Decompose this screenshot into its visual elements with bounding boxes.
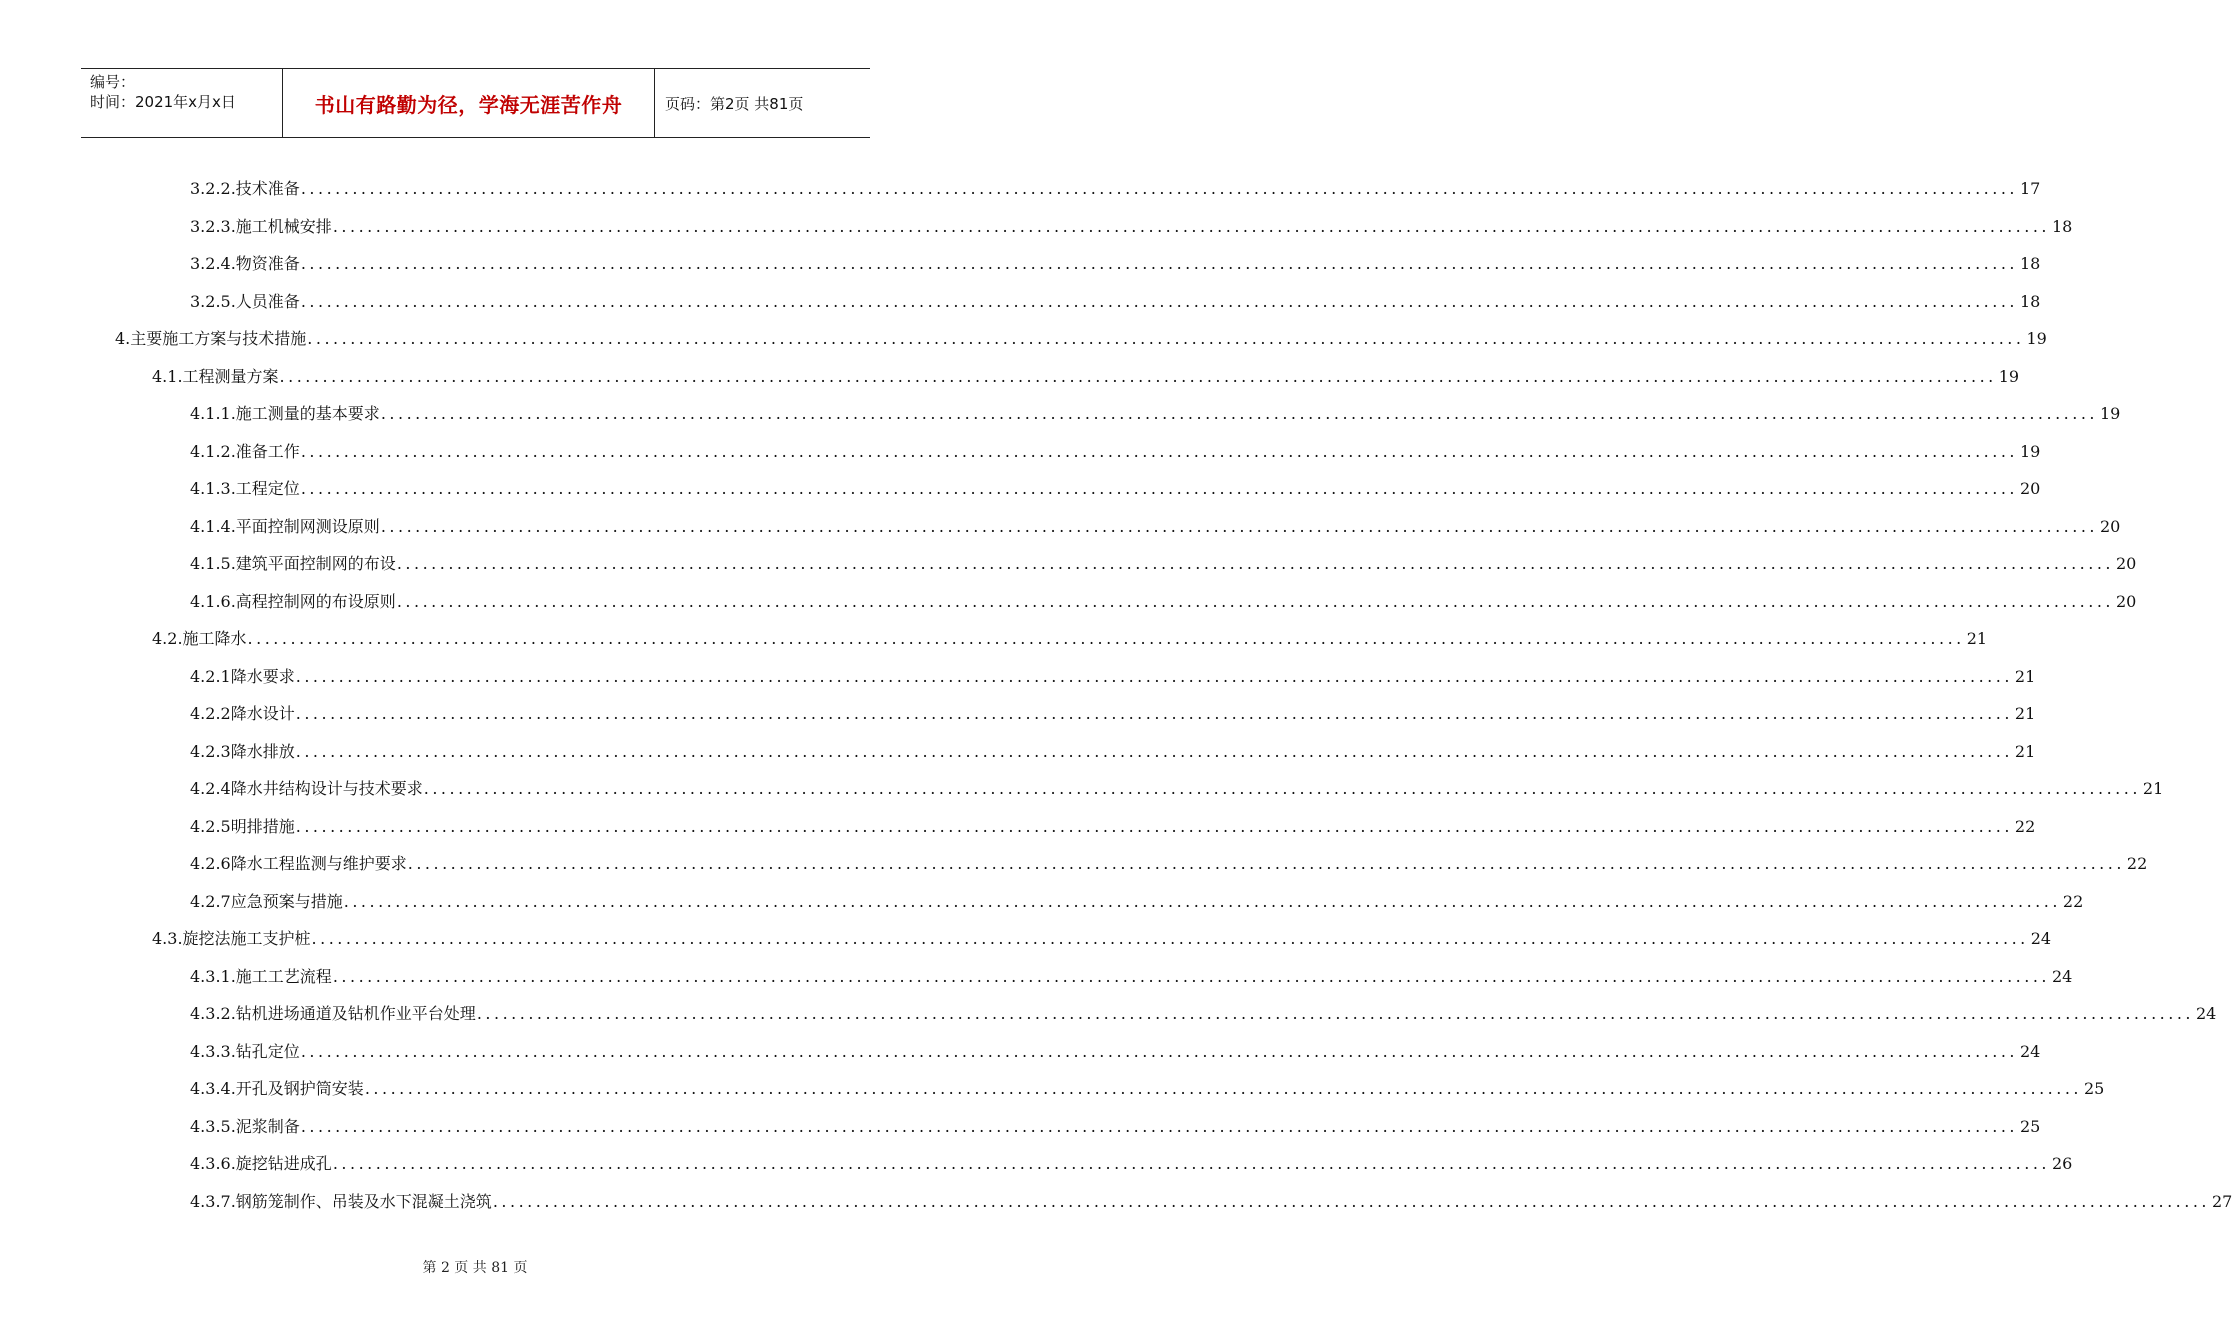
toc-entry[interactable] [190, 700, 2036, 724]
toc-dot-leader: ........................................................................................................................................................................................................ [311, 929, 2029, 948]
toc-entry-page: 19 [1998, 366, 2020, 386]
toc-entry-title: 降水排放 [230, 741, 295, 761]
toc-entry-number: 4.1.3. [190, 479, 236, 498]
toc-entry-page: 24 [2020, 1041, 2041, 1061]
toc-entry-title: 高程控制网的布设原则 [235, 591, 396, 611]
toc-entry[interactable] [190, 175, 2041, 199]
toc-entry-number: 4.2.5 [190, 816, 231, 836]
toc-dot-leader: ........................................................................................................................................................................................................ [300, 291, 2018, 311]
toc-entry-title: 施工机械安排 [235, 216, 332, 236]
toc-entry[interactable] [190, 1150, 2073, 1174]
toc-dot-leader: ........................................................................................................................................................................................................ [396, 554, 2114, 573]
toc-entry[interactable] [190, 400, 2121, 424]
toc-entry-number: 4.2.2 [190, 704, 231, 723]
doc-time-label: 时间：2021年x月x日 [90, 93, 236, 111]
toc-entry[interactable] [190, 550, 2137, 574]
toc-entry-page: 22 [2126, 854, 2148, 873]
toc-entry-page: 25 [2084, 1079, 2105, 1098]
toc-dot-leader: ........................................................................................................................................................................................................ [343, 891, 2061, 911]
toc-entry-title: 物资准备 [235, 254, 300, 273]
toc-entry[interactable] [190, 813, 2036, 837]
toc-entry-title: 建筑平面控制网的布设 [235, 554, 396, 573]
toc-entry-number: 4.1.5. [190, 554, 236, 573]
toc-entry-page: 18 [2020, 291, 2041, 311]
toc-entry[interactable] [190, 775, 2164, 799]
toc-entry[interactable] [190, 475, 2041, 499]
toc-entry-title: 主要施工方案与技术措施 [130, 329, 307, 348]
toc-entry-title: 旋挖法施工支护桩 [182, 929, 311, 948]
toc-entry-page: 20 [2116, 554, 2137, 573]
toc-entry-number: 4.3.7. [190, 1191, 236, 1211]
toc-entry-number: 3.2.3. [190, 216, 236, 236]
toc-entry[interactable] [190, 738, 2036, 762]
toc-entry-title: 人员准备 [235, 291, 300, 311]
toc-entry[interactable] [190, 850, 2148, 874]
toc-entry-number: 4.2.7 [190, 891, 231, 911]
toc-entry-title: 工程定位 [235, 479, 300, 498]
toc-dot-leader: ........................................................................................................................................................................................................ [300, 254, 2018, 273]
toc-entry-number: 4.1.4. [190, 516, 236, 536]
toc-entry-number: 4.2.6 [190, 854, 231, 873]
toc-entry-page: 19 [2026, 329, 2047, 348]
toc-dot-leader: ........................................................................................................................................................................................................ [380, 404, 2098, 423]
toc-dot-leader: ........................................................................................................................................................................................................ [307, 329, 2025, 348]
toc-entry-title: 钻孔定位 [235, 1041, 300, 1061]
toc-dot-leader: ........................................................................................................................................................................................................ [332, 216, 2050, 236]
toc-entry-number: 4.2.3 [190, 741, 231, 761]
toc-entry-page: 27 [2212, 1191, 2232, 1211]
toc-dot-leader: ........................................................................................................................................................................................................ [295, 704, 2013, 723]
toc-dot-leader: ........................................................................................................................................................................................................ [492, 1191, 2210, 1211]
toc-entry-number: 3.2.2. [190, 179, 236, 198]
toc-entry[interactable] [190, 250, 2041, 274]
toc-entry[interactable] [190, 1038, 2041, 1062]
toc-entry-number: 4.1.2. [190, 441, 236, 461]
toc-entry-number: 4.1.6. [190, 591, 236, 611]
toc-entry[interactable] [190, 1075, 2105, 1099]
toc-entry[interactable] [190, 213, 2073, 237]
toc-entry-page: 24 [2052, 966, 2073, 986]
toc-entry[interactable] [190, 888, 2084, 912]
toc-entry-title: 明排措施 [230, 816, 295, 836]
toc-dot-leader: ........................................................................................................................................................................................................ [300, 479, 2018, 498]
toc-entry-title: 泥浆制备 [235, 1116, 300, 1136]
header-motto: 书山有路勤为径，学海无涯苦作舟 [283, 69, 655, 137]
toc-entry-title: 钢筋笼制作、吊装及水下混凝土浇筑 [235, 1191, 492, 1211]
toc-entry-number: 4.1. [152, 366, 183, 386]
toc-entry-number: 4.3.4. [190, 1079, 236, 1098]
toc-entry-page: 18 [2052, 216, 2073, 236]
toc-dot-leader: ........................................................................................................................................................................................................ [423, 779, 2141, 798]
toc-dot-leader: ........................................................................................................................................................................................................ [364, 1079, 2082, 1098]
toc-entry-number: 4.3.5. [190, 1116, 236, 1136]
toc-entry[interactable] [190, 1188, 2232, 1212]
toc-entry-number: 4.1.1. [190, 404, 236, 423]
toc-entry[interactable] [190, 963, 2073, 987]
toc-entry-title: 降水工程监测与维护要求 [230, 854, 407, 873]
toc-dot-leader: ........................................................................................................................................................................................................ [295, 666, 2013, 686]
toc-entry-number: 4.2.1 [190, 666, 231, 686]
doc-number-label: 编号： [90, 73, 136, 91]
toc-entry-page: 25 [2020, 1116, 2041, 1136]
toc-entry-page: 18 [2020, 254, 2041, 273]
toc-dot-leader: ........................................................................................................................................................................................................ [380, 516, 2098, 536]
toc-entry-title: 准备工作 [235, 441, 300, 461]
toc-entry-page: 21 [2014, 666, 2036, 686]
toc-entry-title: 技术准备 [235, 179, 300, 198]
header-meta [81, 69, 283, 137]
toc-entry-title: 平面控制网测设原则 [235, 516, 380, 536]
toc-entry-number: 4. [115, 329, 131, 348]
toc-entry[interactable] [190, 588, 2137, 612]
toc-entry-title: 应急预案与措施 [230, 891, 343, 911]
toc-entry-number: 4.2. [152, 629, 183, 648]
toc-dot-leader: ........................................................................................................................................................................................................ [279, 366, 1997, 386]
toc-entry-page: 21 [2014, 704, 2036, 723]
toc-entry-page: 21 [2014, 741, 2036, 761]
toc-dot-leader: ........................................................................................................................................................................................................ [476, 1004, 2194, 1023]
toc-entry-title: 开孔及钢护筒安装 [235, 1079, 364, 1098]
toc-entry-page: 20 [2100, 516, 2121, 536]
toc-entry[interactable] [152, 925, 2052, 949]
toc-entry-page: 20 [2116, 591, 2137, 611]
toc-dot-leader: ........................................................................................................................................................................................................ [295, 741, 2013, 761]
toc-dot-leader: ........................................................................................................................................................................................................ [300, 179, 2018, 198]
toc-entry-title: 旋挖钻进成孔 [235, 1154, 332, 1173]
toc-entry[interactable] [190, 663, 2036, 687]
toc-entry-page: 22 [2014, 816, 2036, 836]
toc-entry[interactable] [190, 513, 2121, 537]
toc-entry-page: 20 [2020, 479, 2041, 498]
toc-entry-number: 4.3.3. [190, 1041, 236, 1061]
toc-entry[interactable] [115, 325, 2047, 349]
header-page-info: 页码：第2页 共81页 [665, 94, 804, 113]
toc-entry-page: 21 [1966, 629, 1988, 648]
toc-entry-page: 21 [2142, 779, 2164, 798]
toc-entry-title: 施工降水 [182, 629, 247, 648]
toc-entry-title: 施工工艺流程 [235, 966, 332, 986]
toc-entry-page: 17 [2020, 179, 2041, 198]
toc-dot-leader: ........................................................................................................................................................................................................ [300, 441, 2018, 461]
toc-entry-page: 26 [2052, 1154, 2073, 1173]
toc-entry[interactable] [190, 1000, 2217, 1024]
toc-dot-leader: ........................................................................................................................................................................................................ [247, 629, 1965, 648]
toc-dot-leader: ........................................................................................................................................................................................................ [300, 1116, 2018, 1136]
toc-entry-number: 4.3.1. [190, 966, 236, 986]
toc-dot-leader: ........................................................................................................................................................................................................ [407, 854, 2125, 873]
toc-dot-leader: ........................................................................................................................................................................................................ [332, 1154, 2050, 1173]
toc-entry[interactable] [152, 363, 2020, 387]
toc-entry-number: 3.2.4. [190, 254, 236, 273]
toc-dot-leader: ........................................................................................................................................................................................................ [396, 591, 2114, 611]
toc-entry-title: 施工测量的基本要求 [235, 404, 380, 423]
toc-entry[interactable] [190, 438, 2041, 462]
page-header [81, 68, 870, 138]
toc-entry-page: 24 [2030, 929, 2052, 948]
toc-entry[interactable] [152, 625, 1988, 649]
toc-dot-leader: ........................................................................................................................................................................................................ [295, 816, 2013, 836]
toc-entry-title: 降水井结构设计与技术要求 [230, 779, 423, 798]
page-footer: 第 2 页 共 81 页 [422, 1260, 528, 1276]
toc-entry-page: 22 [2062, 891, 2084, 911]
toc-entry-title: 工程测量方案 [182, 366, 279, 386]
toc-entry-number: 4.3.6. [190, 1154, 236, 1173]
toc-entry[interactable] [190, 1113, 2041, 1137]
toc-entry-page: 19 [2100, 404, 2121, 423]
toc-dot-leader: ........................................................................................................................................................................................................ [332, 966, 2050, 986]
toc-entry-title: 钻机进场通道及钻机作业平台处理 [235, 1004, 476, 1023]
toc-entry-number: 4.3.2. [190, 1004, 236, 1023]
toc-entry-page: 24 [2196, 1004, 2217, 1023]
toc-entry-page: 19 [2020, 441, 2041, 461]
toc-entry-number: 4.3. [152, 929, 183, 948]
toc-entry[interactable] [190, 288, 2041, 312]
toc-entry-title: 降水要求 [230, 666, 295, 686]
toc-dot-leader: ........................................................................................................................................................................................................ [300, 1041, 2018, 1061]
toc-entry-number: 4.2.4 [190, 779, 231, 798]
toc-entry-number: 3.2.5. [190, 291, 236, 311]
toc-entry-title: 降水设计 [230, 704, 295, 723]
